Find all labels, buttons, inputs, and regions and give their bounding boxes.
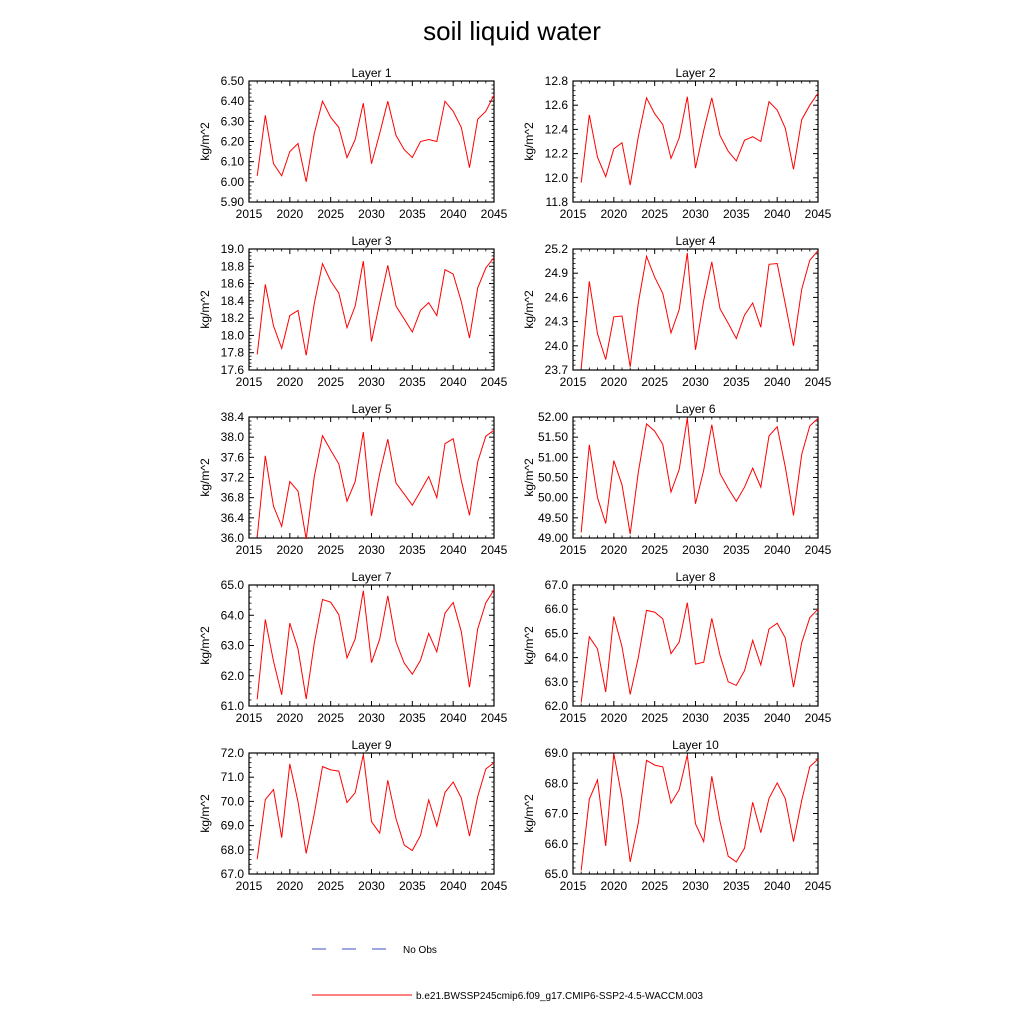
- x-tick-label: 2045: [480, 879, 508, 893]
- x-tick-label: 2025: [317, 711, 345, 725]
- x-tick-label: 2040: [763, 879, 791, 893]
- panel-6: [522, 402, 832, 557]
- x-tick-label: 2015: [235, 879, 263, 893]
- x-tick-label: 2015: [559, 711, 587, 725]
- x-tick-label: 2020: [600, 879, 628, 893]
- y-axis-label: kg/m^2: [522, 122, 536, 161]
- y-tick-label: 65.0: [220, 578, 244, 592]
- y-axis-label: kg/m^2: [198, 626, 212, 665]
- x-tick-label: 2030: [358, 879, 385, 893]
- y-tick-label: 12.8: [544, 74, 568, 88]
- y-tick-label: 24.9: [544, 266, 568, 281]
- y-tick-label: 51.50: [537, 430, 568, 445]
- y-tick-label: 61.0: [220, 699, 244, 713]
- y-tick-label: 18.2: [220, 311, 244, 326]
- panel-frame: [573, 753, 818, 874]
- y-tick-label: 18.4: [220, 293, 244, 308]
- y-tick-label: 5.90: [220, 195, 244, 209]
- panel-8: [522, 570, 832, 725]
- panel-frame: [573, 585, 818, 706]
- y-tick-label: 63.0: [544, 674, 568, 689]
- legend-no-obs-label: No Obs: [403, 945, 437, 956]
- legend: [312, 945, 703, 1002]
- x-tick-label: 2025: [641, 375, 669, 389]
- y-tick-label: 72.0: [220, 746, 244, 760]
- y-tick-label: 6.00: [220, 174, 244, 189]
- series-line: [257, 590, 494, 700]
- x-tick-label: 2030: [358, 543, 385, 557]
- x-tick-label: 2035: [722, 543, 750, 557]
- y-tick-label: 64.0: [544, 650, 568, 665]
- y-tick-label: 50.00: [537, 490, 568, 505]
- y-tick-label: 62.0: [544, 699, 568, 713]
- x-tick-label: 2030: [358, 207, 385, 221]
- y-axis-label: kg/m^2: [198, 794, 212, 833]
- y-tick-label: 17.6: [220, 363, 244, 377]
- x-tick-label: 2045: [480, 375, 508, 389]
- y-tick-label: 36.0: [220, 531, 244, 545]
- y-tick-label: 18.8: [220, 259, 244, 274]
- y-tick-label: 11.8: [545, 195, 568, 209]
- series-line: [581, 251, 818, 369]
- panel-title: Layer 3: [351, 234, 392, 248]
- y-tick-label: 18.0: [220, 328, 244, 343]
- y-tick-label: 6.10: [220, 154, 244, 169]
- panel-frame: [249, 417, 494, 538]
- y-tick-label: 65.0: [544, 867, 568, 881]
- x-tick-label: 2045: [804, 375, 832, 389]
- panel-frame: [573, 417, 818, 538]
- y-tick-label: 67.0: [544, 578, 568, 592]
- x-tick-label: 2040: [763, 543, 791, 557]
- x-tick-label: 2025: [317, 207, 345, 221]
- y-tick-label: 6.40: [220, 94, 244, 109]
- y-tick-label: 6.30: [220, 114, 244, 129]
- figure-title: soil liquid water: [423, 16, 601, 46]
- panel-frame: [249, 585, 494, 706]
- y-tick-label: 23.7: [544, 363, 568, 377]
- x-tick-label: 2020: [276, 711, 304, 725]
- x-tick-label: 2040: [763, 375, 791, 389]
- y-tick-label: 18.6: [220, 276, 244, 291]
- x-tick-label: 2035: [722, 879, 750, 893]
- y-tick-label: 36.8: [220, 490, 244, 505]
- y-tick-label: 6.50: [220, 74, 244, 88]
- x-tick-label: 2025: [317, 543, 345, 557]
- y-tick-label: 66.0: [544, 836, 568, 851]
- y-tick-label: 66.0: [544, 602, 568, 617]
- panel-frame: [249, 753, 494, 874]
- y-tick-label: 49.50: [537, 510, 568, 525]
- y-tick-label: 69.0: [220, 818, 244, 833]
- x-tick-label: 2035: [398, 375, 426, 389]
- panel-5: [198, 402, 508, 557]
- x-tick-label: 2045: [804, 543, 832, 557]
- x-tick-label: 2020: [276, 375, 304, 389]
- y-tick-label: 6.20: [220, 134, 244, 149]
- y-tick-label: 17.8: [220, 345, 244, 360]
- panel-3: [198, 234, 508, 389]
- x-tick-label: 2040: [439, 207, 467, 221]
- y-tick-label: 67.0: [220, 867, 244, 881]
- x-tick-label: 2015: [235, 375, 263, 389]
- y-tick-label: 69.0: [544, 746, 568, 760]
- panel-frame: [249, 249, 494, 370]
- y-tick-label: 37.6: [220, 450, 244, 465]
- panel-title: Layer 10: [672, 738, 719, 752]
- x-tick-label: 2030: [358, 375, 385, 389]
- x-tick-label: 2045: [480, 711, 508, 725]
- x-tick-label: 2035: [398, 207, 426, 221]
- y-tick-label: 68.0: [544, 776, 568, 791]
- x-tick-label: 2040: [439, 711, 467, 725]
- y-axis-label: kg/m^2: [522, 290, 536, 329]
- panel-title: Layer 4: [675, 234, 716, 248]
- x-tick-label: 2015: [559, 207, 587, 221]
- panel-title: Layer 1: [351, 66, 392, 80]
- series-line: [257, 430, 494, 539]
- series-line: [257, 755, 494, 860]
- y-tick-label: 24.0: [544, 338, 568, 353]
- y-axis-label: kg/m^2: [522, 794, 536, 833]
- panel-frame: [249, 81, 494, 202]
- y-tick-label: 67.0: [544, 806, 568, 821]
- y-tick-label: 38.4: [220, 410, 244, 424]
- panel-title: Layer 6: [675, 402, 716, 416]
- y-tick-label: 65.0: [544, 626, 568, 641]
- x-tick-label: 2040: [439, 375, 467, 389]
- x-tick-label: 2020: [600, 543, 628, 557]
- x-tick-label: 2040: [439, 879, 467, 893]
- x-tick-label: 2020: [276, 879, 304, 893]
- y-tick-label: 25.2: [544, 242, 568, 256]
- panel-1: [198, 66, 508, 221]
- y-tick-label: 70.0: [220, 794, 244, 809]
- series-line: [581, 603, 818, 703]
- y-axis-label: kg/m^2: [198, 122, 212, 161]
- y-axis-label: kg/m^2: [522, 626, 536, 665]
- x-tick-label: 2020: [276, 207, 304, 221]
- y-tick-label: 12.0: [544, 170, 568, 185]
- x-tick-label: 2025: [317, 375, 345, 389]
- x-tick-label: 2045: [804, 879, 832, 893]
- y-tick-label: 37.2: [220, 470, 244, 485]
- x-tick-label: 2045: [804, 711, 832, 725]
- panel-10: [522, 738, 832, 893]
- x-tick-label: 2030: [682, 543, 709, 557]
- x-tick-label: 2030: [682, 711, 709, 725]
- panel-title: Layer 7: [351, 570, 392, 584]
- panel-frame: [573, 81, 818, 202]
- panel-title: Layer 8: [675, 570, 716, 584]
- x-tick-label: 2045: [804, 207, 832, 221]
- panel-9: [198, 738, 508, 893]
- y-tick-label: 52.00: [537, 410, 568, 424]
- y-tick-label: 64.0: [220, 608, 244, 623]
- y-tick-label: 24.6: [544, 290, 568, 305]
- x-tick-label: 2025: [317, 879, 345, 893]
- panel-title: Layer 5: [351, 402, 392, 416]
- y-axis-label: kg/m^2: [522, 458, 536, 497]
- x-tick-label: 2030: [682, 207, 709, 221]
- x-tick-label: 2045: [480, 543, 508, 557]
- panel-2: [522, 66, 832, 221]
- x-tick-label: 2045: [480, 207, 508, 221]
- x-tick-label: 2040: [763, 207, 791, 221]
- x-tick-label: 2040: [763, 711, 791, 725]
- series-line: [581, 754, 818, 871]
- legend-model-label: b.e21.BWSSP245cmip6.f09_g17.CMIP6-SSP2-4.5-WACCM.003: [416, 991, 703, 1002]
- x-tick-label: 2035: [722, 711, 750, 725]
- x-tick-label: 2030: [358, 711, 385, 725]
- series-line: [581, 418, 818, 534]
- y-tick-label: 12.6: [544, 98, 568, 113]
- y-tick-label: 63.0: [220, 638, 244, 653]
- x-tick-label: 2015: [235, 207, 263, 221]
- y-tick-label: 49.00: [537, 531, 568, 545]
- y-tick-label: 71.0: [220, 770, 244, 785]
- x-tick-label: 2025: [641, 711, 669, 725]
- y-tick-label: 36.4: [220, 510, 244, 525]
- x-tick-label: 2020: [600, 711, 628, 725]
- x-tick-label: 2035: [398, 543, 426, 557]
- x-tick-label: 2035: [722, 375, 750, 389]
- panel-4: [522, 234, 832, 389]
- x-tick-label: 2015: [559, 879, 587, 893]
- x-tick-label: 2015: [235, 711, 263, 725]
- x-tick-label: 2020: [600, 207, 628, 221]
- y-tick-label: 12.4: [544, 122, 568, 137]
- panel-7: [198, 570, 508, 725]
- series-line: [257, 258, 494, 356]
- panel-title: Layer 2: [675, 66, 716, 80]
- x-tick-label: 2030: [682, 879, 709, 893]
- panel-title: Layer 9: [351, 738, 392, 752]
- x-tick-label: 2035: [398, 711, 426, 725]
- x-tick-label: 2040: [439, 543, 467, 557]
- x-tick-label: 2030: [682, 375, 709, 389]
- y-tick-label: 12.2: [544, 146, 568, 161]
- x-tick-label: 2020: [600, 375, 628, 389]
- x-tick-label: 2020: [276, 543, 304, 557]
- x-tick-label: 2015: [559, 375, 587, 389]
- x-tick-label: 2025: [641, 207, 669, 221]
- y-axis-label: kg/m^2: [198, 290, 212, 329]
- y-tick-label: 62.0: [220, 668, 244, 683]
- series-line: [581, 93, 818, 185]
- y-tick-label: 24.3: [544, 314, 568, 329]
- x-tick-label: 2015: [559, 543, 587, 557]
- panel-frame: [573, 249, 818, 370]
- x-tick-label: 2035: [398, 879, 426, 893]
- x-tick-label: 2035: [722, 207, 750, 221]
- panels-group: [198, 66, 832, 893]
- x-tick-label: 2015: [235, 543, 263, 557]
- y-tick-label: 51.00: [537, 450, 568, 465]
- x-tick-label: 2025: [641, 879, 669, 893]
- series-line: [257, 95, 494, 182]
- y-tick-label: 50.50: [537, 470, 568, 485]
- x-tick-label: 2025: [641, 543, 669, 557]
- y-tick-label: 38.0: [220, 430, 244, 445]
- y-tick-label: 19.0: [220, 242, 244, 256]
- y-axis-label: kg/m^2: [198, 458, 212, 497]
- y-tick-label: 68.0: [220, 842, 244, 857]
